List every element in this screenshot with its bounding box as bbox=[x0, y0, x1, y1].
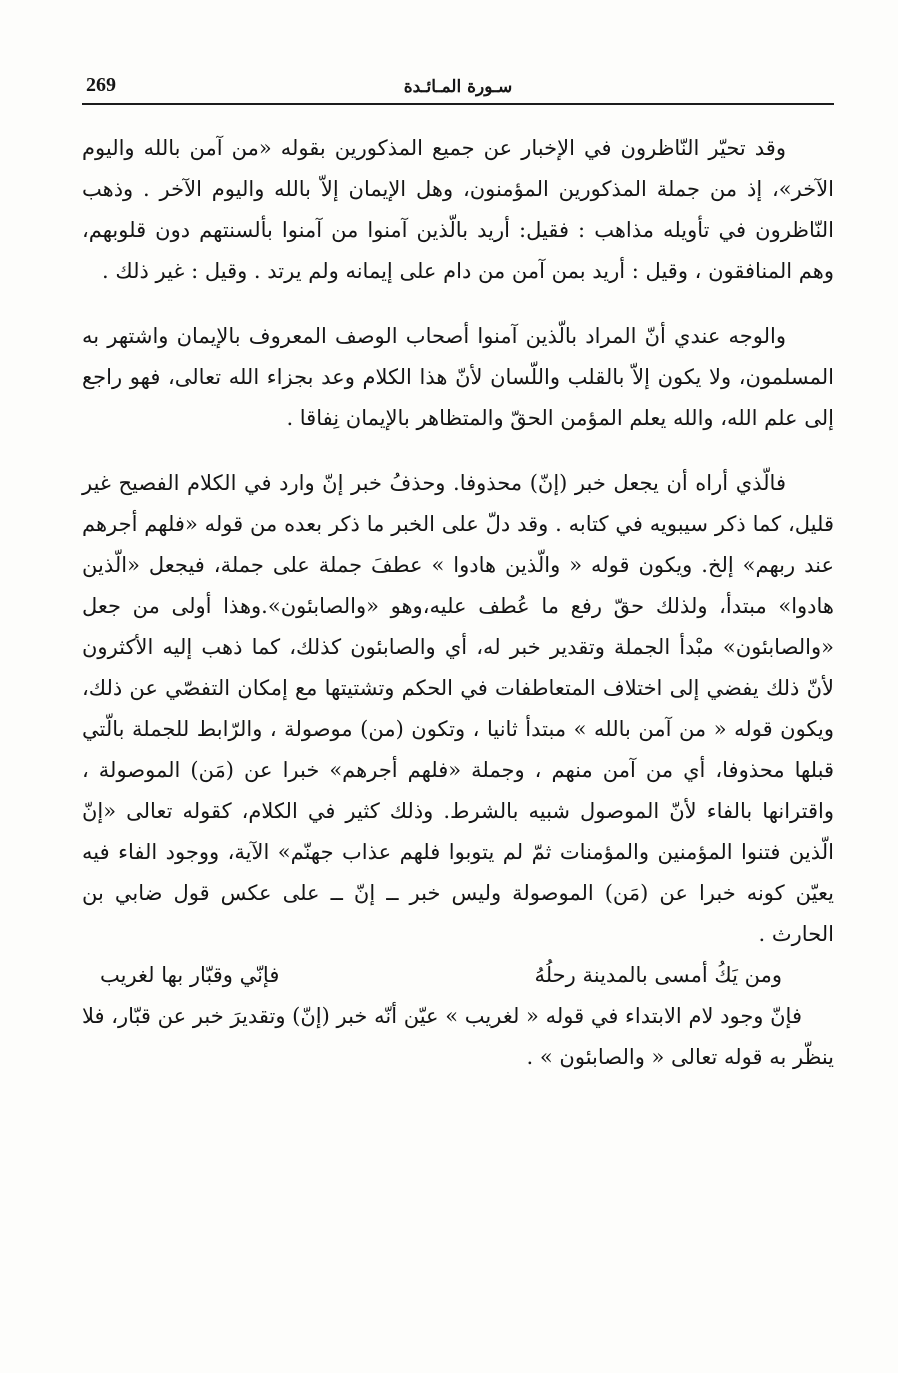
verse-second-hemistich: فإنّي وقبّار بها لغريب bbox=[100, 963, 280, 987]
page-header bbox=[82, 70, 834, 104]
paragraph-3: فالّذي أراه أن يجعل خبر (إنّ) محذوفا. وحذفُ خبر إنّ وارد في الكلام الفصيح غير قليل، كما ذكر سيبويه في كتابه . وقد دلّ على الخبر ما ذكر بعده من قوله «فلهم أجرهم عند ربهم» إلخ. ويكون قوله « والّذين هادوا » عطفَ جملة على جملة، فيجعل «الّذين هادوا» مبتدأ، ولذلك حقّ رفع ما عُطف عليه،وهو «والصابئون».وهذا أولى من جعل «والصابئون» مبْدأ الجملة وتقدير خبر له، أي والصابئون كذلك، كما ذهب إليه الأكثرون لأنّ ذلك يفضي إلى اختلاف المتعاطفات في الحكم وتشتيتها مع إمكان التفصّي عن ذلك، ويكون قوله « من آمن بالله » مبتدأ ثانيا ، وتكون (من) موصولة ، والرّابط للجملة بالّتي قبلها محذوفا، أي من آمن منهم ، وجملة «فلهم أجرهم» خبرا عن (مَن) الموصولة ، واقترانها بالفاء لأنّ الموصول شبيه بالشرط. وذلك كثير في الكلام، كقوله تعالى «إنّ الّذين فتنوا المؤمنين والمؤمنات ثمّ لم يتوبوا فلهم عذاب جهنّم» الآية، ووجود الفاء فيه يعيّن كونه خبرا عن (مَن) الموصولة وليس خبر ــ إنّ ــ على عكس قول ضابي بن الحارث . bbox=[82, 471, 834, 946]
paragraph-4: فإنّ وجود لام الابتداء في قوله « لغريب » عيّن أنّه خبر (إنّ) وتقديرَ خبر عن قبّار، فلا ينظّر به قوله تعالى « والصابئون » . bbox=[82, 1004, 834, 1069]
poetry-verse bbox=[82, 955, 834, 996]
page-number: 269 bbox=[86, 74, 116, 96]
header-rule bbox=[82, 103, 834, 105]
paragraph-1: وقد تحيّر النّاظرون في الإخبار عن جميع المذكورين بقوله «من آمن بالله واليوم الآخر»، إذ من جملة المذكورين المؤمنون، وهل الإيمان إلاّ بالله واليوم الآخر . وذهب النّاظرون في تأويله مذاهب : فقيل: أريد بالّذين آمنوا من آمنوا بألسنتهم دون قلوبهم، وهم المنافقون ، وقيل : أريد بمن آمن من دام على إيمانه ولم يرتد . وقيل : غير ذلك . bbox=[82, 136, 834, 283]
verse-first-hemistich: ومن يَكُ أمسى بالمدينة رحلُهُ bbox=[534, 963, 782, 987]
page-body bbox=[82, 128, 834, 1078]
paragraph-2: والوجه عندي أنّ المراد بالّذين آمنوا أصحاب الوصف المعروف بالإيمان واشتهر به المسلمون، ولا يكون إلاّ بالقلب واللّسان لأنّ هذا الكلام وعد بجزاء الله تعالى، فهو راجع إلى علم الله، والله يعلم المؤمن الحقّ والمتظاهر بالإيمان نِفاقا . bbox=[82, 324, 834, 430]
running-title: سـورة المـائـدة bbox=[403, 77, 513, 97]
